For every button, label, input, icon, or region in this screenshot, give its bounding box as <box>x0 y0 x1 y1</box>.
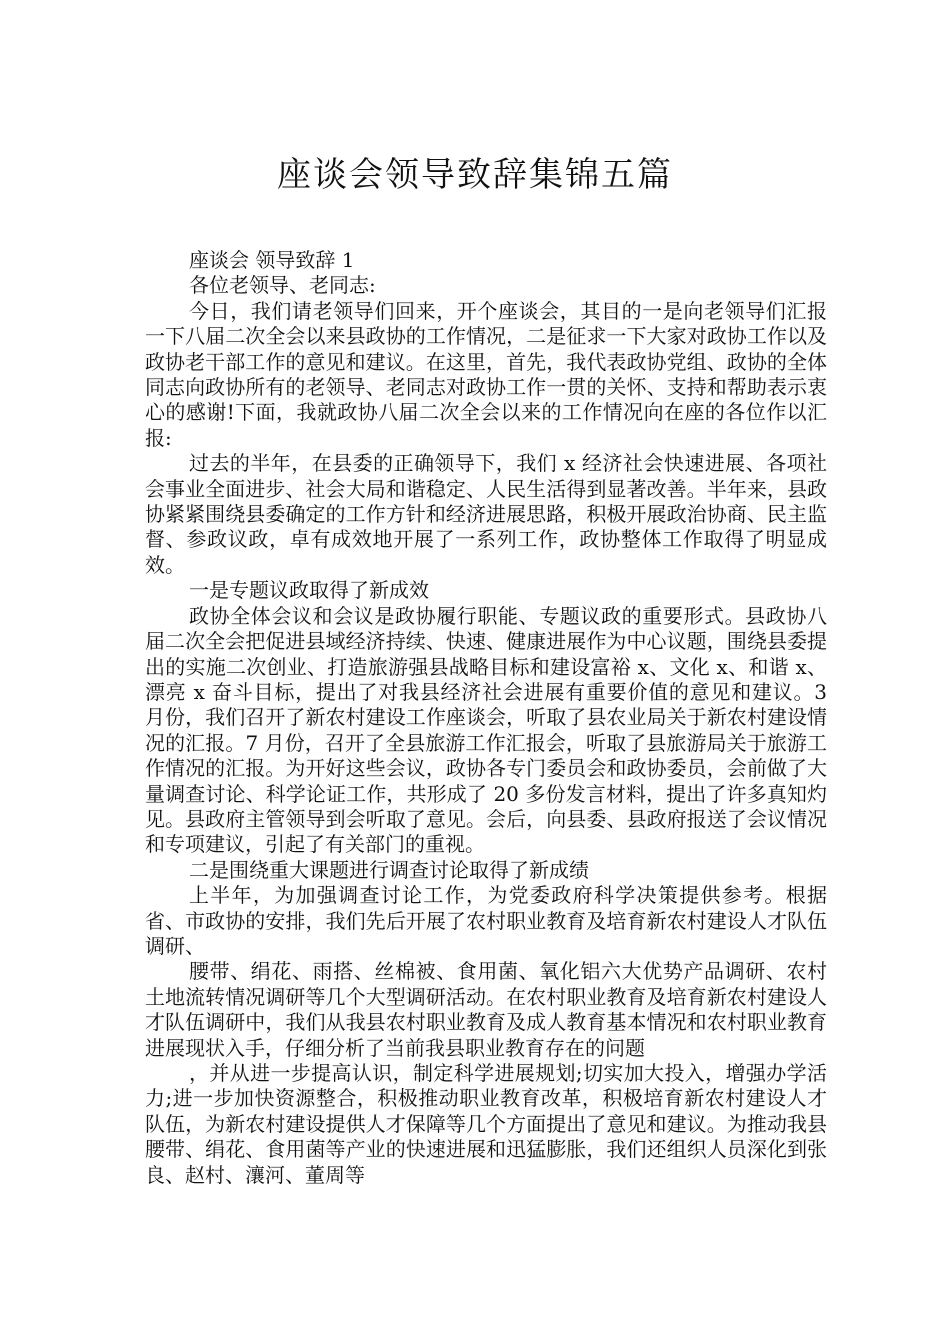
section-heading: 二是围绕重大课题进行调查讨论取得了新成绩 <box>189 857 589 882</box>
paragraph: 上半年，为加强调查讨论工作，为党委政府科学决策提供参考。根据省、市政协的安排，我们先后开展了农村职业教育及培育新农村建设人才队伍调研、 <box>145 883 827 958</box>
paragraph: ，并从进一步提高认识，制定科学进展规划;切实加大投入，增强办学活力;进一步加快资源整合，积极推动职业教育改革，积极培育新农村建设人才队伍，为新农村建设提供人才保障等几个方面提出了意见和建议。为推动我县腰带、绢花、食用菌等产业的快速进展和迅猛膨胀，我们还组织人员深化到张良、赵村、瀼河、董周等 <box>145 1061 827 1187</box>
paragraph: 过去的半年，在县委的正确领导下，我们 x 经济社会快速进展、各项社会事业全面进步、社会大局和谐稳定、人民生活得到显著改善。半年来，县政协紧紧围绕县委确定的工作方针和经济进展思路，积极开展政治协商、民主监督、参政议政，卓有成效地开展了一系列工作，政协整体工作取得了明显成效。 <box>145 451 827 577</box>
paragraph: 政协全体会议和会议是政协履行职能、专题议政的重要形式。县政协八届二次全会把促进县域经济持续、快速、健康进展作为中心议题，围绕县委提出的实施二次创业、打造旅游强县战略目标和建设富裕 x、文化 x、和谐 x、漂亮 x 奋斗目标，提出了对我县经济社会进展有重要价值的意见和建议。3 月份，我们召开了新农村建设工作座谈会，听取了县农业局关于新农村建设情况的汇报。7 月份，召开了全县旅游工作汇报会，听取了县旅游局关于旅游工作情况的汇报。为开好这些会议，政协各专门委员会和政协委员，会前做了大量调查讨论、科学论证工作，共形成了 20 多份发言材料，提出了许多真知灼见。县政府主管领导到会听取了意见。会后，向县委、县政府报送了会议情况和专项建议，引起了有关部门的重视。 <box>145 603 827 857</box>
document-body <box>145 248 827 1188</box>
document-title: 座谈会领导致辞集锦五篇 <box>277 154 673 195</box>
paragraph: 腰带、绢花、雨搭、丝棉被、食用菌、氧化铝六大优势产品调研、农村土地流转情况调研等几个大型调研活动。在农村职业教育及培育新农村建设人才队伍调研中，我们从我县农村职业教育及成人教育基本情况和农村职业教育进展现状入手，仔细分析了当前我县职业教育存在的问题 <box>145 959 827 1060</box>
paragraph-heading: 座谈会 领导致辞 1 <box>189 248 355 272</box>
section-heading: 一是专题议政取得了新成效 <box>189 578 429 603</box>
paragraph: 今日，我们请老领导们回来，开个座谈会，其目的一是向老领导们汇报一下八届二次全会以来县政协的工作情况，二是征求一下大家对政协工作以及政协老干部工作的意见和建议。在这里，首先，我代表政协党组、政协的全体同志向政协所有的老领导、老同志对政协工作一贯的关怀、支持和帮助表示衷心的感谢!下面，我就政协八届二次全会以来的工作情况向在座的各位作以汇报: <box>145 298 827 450</box>
paragraph-salutation: 各位老领导、老同志: <box>189 273 376 298</box>
